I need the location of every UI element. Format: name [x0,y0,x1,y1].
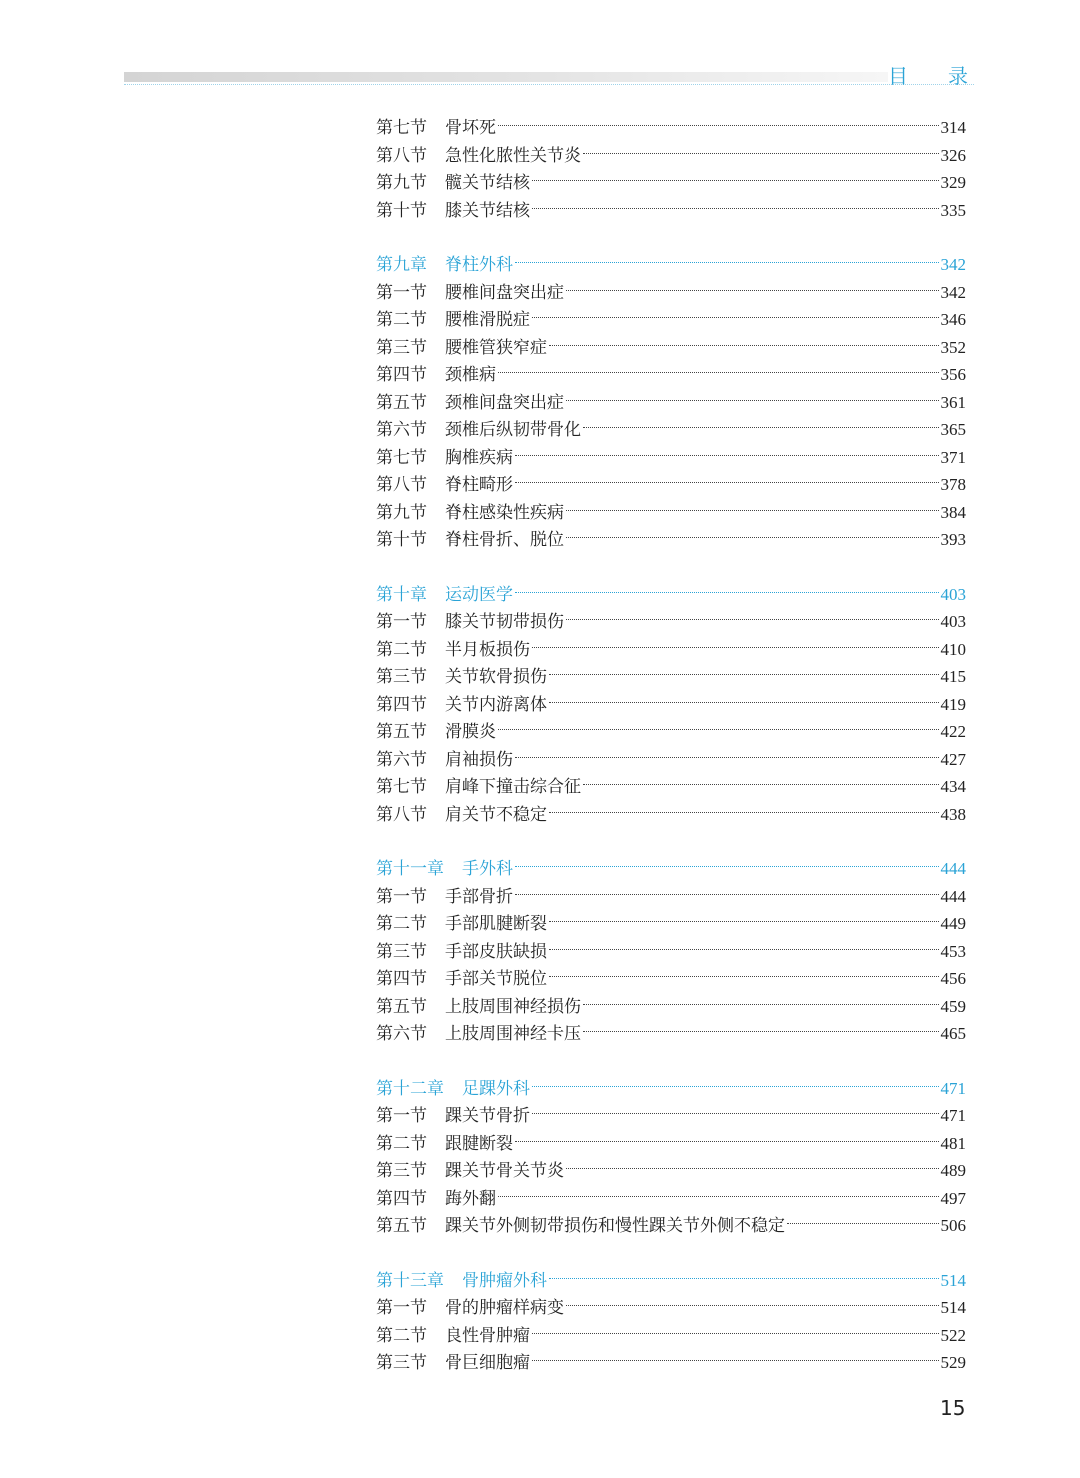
section-number: 第三节 [376,337,427,358]
toc-chapter-entry[interactable] [376,855,966,883]
toc-section-entry[interactable] [376,1102,966,1130]
page-ref: 427 [940,749,966,769]
page-ref: 371 [940,447,966,467]
section-title: 脊柱畸形 [445,475,513,495]
page-ref: 453 [940,941,966,961]
section-number: 第六节 [376,749,427,770]
chapter-spacer [376,1048,966,1075]
section-number: 第六节 [376,420,427,440]
page-ref: 410 [940,639,966,659]
section-number: 第一节 [376,1298,427,1318]
toc-section-entry[interactable] [376,279,966,307]
dot-leader [583,784,939,785]
section-title: 颈椎间盘突出症 [445,392,564,413]
chapter-title: 手外科 [462,859,513,879]
section-title: 踇外翻 [445,1188,496,1209]
toc-section-entry[interactable] [376,1157,966,1185]
dot-leader [532,317,939,318]
header-dotted-rule [124,84,974,85]
chapter-number: 第九章 [376,255,427,275]
dot-leader [532,1360,939,1361]
page-ref: 419 [940,694,966,714]
section-number: 第九节 [376,173,427,193]
toc-section-entry[interactable] [376,416,966,444]
toc-section-entry[interactable] [376,471,966,499]
section-title: 上肢周围神经损伤 [445,996,581,1017]
toc-section-entry[interactable] [376,1349,966,1377]
section-number: 第七节 [376,447,427,468]
toc-chapter-entry[interactable] [376,1075,966,1103]
dot-leader [532,1086,939,1087]
dot-leader [515,482,939,483]
page-ref: 471 [940,1106,966,1125]
page-ref: 361 [940,392,966,412]
header-title-char-1: 目 [888,64,908,88]
dot-leader [549,976,939,977]
section-number: 第八节 [376,475,427,495]
section-number: 第四节 [376,1188,427,1209]
toc-section-entry[interactable] [376,910,966,938]
toc-section-entry[interactable] [376,663,966,691]
section-title: 肩关节不稳定 [445,804,547,825]
toc-section-entry[interactable] [376,938,966,966]
dot-leader [566,1168,939,1169]
chapter-title: 运动医学 [445,584,513,605]
toc-section-entry[interactable] [376,691,966,719]
page-ref: 335 [940,200,966,220]
page-ref: 384 [940,502,966,522]
toc-section-entry[interactable] [376,746,966,774]
section-title: 手部皮肤缺损 [445,941,547,962]
chapter-title: 足踝外科 [462,1078,530,1099]
page-ref: 342 [940,255,966,274]
page-ref: 329 [940,173,966,192]
toc-section-entry[interactable] [376,197,966,225]
section-number: 第九节 [376,502,427,523]
section-title: 脊柱感染性疾病 [445,502,564,523]
chapter-title: 脊柱外科 [445,255,513,275]
section-title: 肩袖损伤 [445,749,513,770]
toc-section-entry[interactable] [376,142,966,170]
section-number: 第八节 [376,804,427,825]
section-title: 滑膜炎 [445,722,496,742]
page-ref: 514 [940,1298,966,1317]
section-number: 第四节 [376,694,427,715]
page-ref: 356 [940,365,966,384]
section-title: 骨坏死 [445,118,496,138]
toc-section-entry[interactable] [376,1294,966,1322]
chapter-number: 第十三章 [376,1270,444,1291]
toc-section-entry[interactable] [376,965,966,993]
page-ref: 444 [940,886,966,906]
section-title: 手部肌腱断裂 [445,914,547,934]
dot-leader [515,757,939,758]
header-title-char-2: 录 [948,64,968,88]
section-number: 第七节 [376,118,427,138]
page-ref: 497 [940,1188,966,1208]
dot-leader [583,427,939,428]
toc-section-entry[interactable] [376,169,966,197]
section-title: 手部关节脱位 [445,969,547,989]
section-number: 第一节 [376,1106,427,1126]
page-ref: 342 [940,282,966,302]
toc-section-entry[interactable] [376,444,966,472]
toc-chapter-entry[interactable] [376,1267,966,1295]
toc-section-entry[interactable] [376,334,966,362]
section-title: 踝关节外侧韧带损伤和慢性踝关节外侧不稳定 [445,1216,785,1236]
toc-section-entry[interactable] [376,499,966,527]
chapter-number: 第十二章 [376,1078,444,1099]
dot-leader [566,1305,939,1306]
section-number: 第十节 [376,530,427,550]
section-number: 第七节 [376,777,427,797]
section-number: 第六节 [376,1024,427,1044]
page-ref: 314 [940,118,966,137]
page-ref: 415 [940,667,966,686]
section-title: 颈椎病 [445,365,496,385]
page-ref: 326 [940,145,966,165]
dot-leader [532,208,939,209]
section-title: 肩峰下撞击综合征 [445,777,581,797]
section-title: 膝关节结核 [445,200,530,221]
toc-section-entry[interactable] [376,636,966,664]
page-ref: 465 [940,1024,966,1043]
toc-section-entry[interactable] [376,361,966,389]
section-title: 膝关节韧带损伤 [445,612,564,632]
section-title: 踝关节骨折 [445,1106,530,1126]
toc-chapter-entry[interactable] [376,251,966,279]
dot-leader [498,1196,939,1197]
page-ref: 434 [940,777,966,796]
dot-leader [515,1141,939,1142]
table-of-contents [376,114,966,1377]
section-number: 第三节 [376,1353,427,1373]
page-ref: 365 [940,420,966,439]
section-number: 第五节 [376,996,427,1017]
page-ref: 449 [940,914,966,933]
section-number: 第十节 [376,200,427,221]
dot-leader [498,125,939,126]
section-number: 第二节 [376,1133,427,1154]
section-number: 第二节 [376,639,427,660]
dot-leader [532,1333,939,1334]
dot-leader [566,619,939,620]
toc-section-entry[interactable] [376,608,966,636]
page-header-title [888,60,968,89]
section-title: 胸椎疾病 [445,447,513,468]
section-number: 第三节 [376,1161,427,1181]
page-ref: 481 [940,1133,966,1153]
section-number: 第一节 [376,612,427,632]
page-ref: 522 [940,1325,966,1345]
toc-section-entry[interactable] [376,993,966,1021]
dot-leader [498,729,939,730]
section-title: 跟腱断裂 [445,1133,513,1154]
section-number: 第三节 [376,667,427,687]
page-ref: 456 [940,969,966,988]
toc-section-entry[interactable] [376,1020,966,1048]
section-number: 第八节 [376,145,427,166]
dot-leader [515,866,939,867]
page-ref: 403 [940,612,966,631]
page-ref: 459 [940,996,966,1016]
page-ref: 506 [940,1216,966,1235]
page-ref: 378 [940,475,966,494]
dot-leader [566,510,939,511]
toc-section-entry[interactable] [376,526,966,554]
toc-section-entry[interactable] [376,306,966,334]
toc-section-entry[interactable] [376,883,966,911]
section-number: 第四节 [376,365,427,385]
section-number: 第五节 [376,392,427,413]
section-title: 手部骨折 [445,886,513,907]
chapter-title: 骨肿瘤外科 [462,1270,547,1291]
section-number: 第三节 [376,941,427,962]
section-number: 第二节 [376,310,427,330]
page-number: 15 [940,1396,966,1420]
dot-leader [515,894,939,895]
page-ref: 529 [940,1353,966,1372]
chapter-number: 第十一章 [376,859,444,879]
toc-section-entry[interactable] [376,718,966,746]
section-title: 腰椎滑脱症 [445,310,530,330]
dot-leader [549,949,939,950]
section-title: 关节软骨损伤 [445,667,547,687]
page-ref: 403 [940,584,966,604]
page-ref: 444 [940,859,966,878]
section-number: 第二节 [376,914,427,934]
page-ref: 471 [940,1078,966,1098]
dot-leader [515,592,939,593]
toc-section-entry[interactable] [376,773,966,801]
section-title: 急性化脓性关节炎 [445,145,581,166]
dot-leader [515,455,939,456]
dot-leader [566,290,939,291]
section-title: 骨的肿瘤样病变 [445,1298,564,1318]
chapter-spacer [376,554,966,581]
dot-leader [532,180,939,181]
section-title: 踝关节骨关节炎 [445,1161,564,1181]
toc-section-entry[interactable] [376,114,966,142]
section-title: 髋关节结核 [445,173,530,193]
section-title: 半月板损伤 [445,639,530,660]
section-title: 腰椎间盘突出症 [445,282,564,303]
page-ref: 352 [940,337,966,357]
dot-leader [549,1278,939,1279]
toc-chapter-entry[interactable] [376,581,966,609]
toc-section-entry[interactable] [376,801,966,829]
section-title: 颈椎后纵韧带骨化 [445,420,581,440]
dot-leader [532,1113,939,1114]
header-decorative-bar [124,72,888,82]
dot-leader [549,702,939,703]
section-number: 第一节 [376,282,427,303]
section-title: 脊柱骨折、脱位 [445,530,564,550]
dot-leader [549,921,939,922]
chapter-spacer [376,224,966,251]
dot-leader [787,1223,939,1224]
section-title: 良性骨肿瘤 [445,1325,530,1346]
toc-section-entry[interactable] [376,1322,966,1350]
toc-section-entry[interactable] [376,1130,966,1158]
dot-leader [583,1004,939,1005]
section-number: 第四节 [376,969,427,989]
toc-section-entry[interactable] [376,389,966,417]
dot-leader [583,153,939,154]
section-number: 第二节 [376,1325,427,1346]
section-title: 上肢周围神经卡压 [445,1024,581,1044]
dot-leader [532,647,939,648]
section-number: 第一节 [376,886,427,907]
toc-section-entry[interactable] [376,1212,966,1240]
page-ref: 393 [940,530,966,549]
chapter-spacer [376,1240,966,1267]
dot-leader [549,345,939,346]
section-number: 第五节 [376,722,427,742]
toc-section-entry[interactable] [376,1185,966,1213]
page-ref: 346 [940,310,966,329]
page-ref: 514 [940,1270,966,1290]
dot-leader [549,812,939,813]
page-ref: 422 [940,722,966,741]
page-ref: 489 [940,1161,966,1180]
section-title: 腰椎管狭窄症 [445,337,547,358]
dot-leader [583,1031,939,1032]
dot-leader [515,262,939,263]
dot-leader [566,537,939,538]
section-number: 第五节 [376,1216,427,1236]
dot-leader [566,400,939,401]
chapter-number: 第十章 [376,584,427,605]
dot-leader [498,372,939,373]
page-ref: 438 [940,804,966,824]
dot-leader [549,674,939,675]
section-title: 骨巨细胞瘤 [445,1353,530,1373]
section-title: 关节内游离体 [445,694,547,715]
chapter-spacer [376,828,966,855]
